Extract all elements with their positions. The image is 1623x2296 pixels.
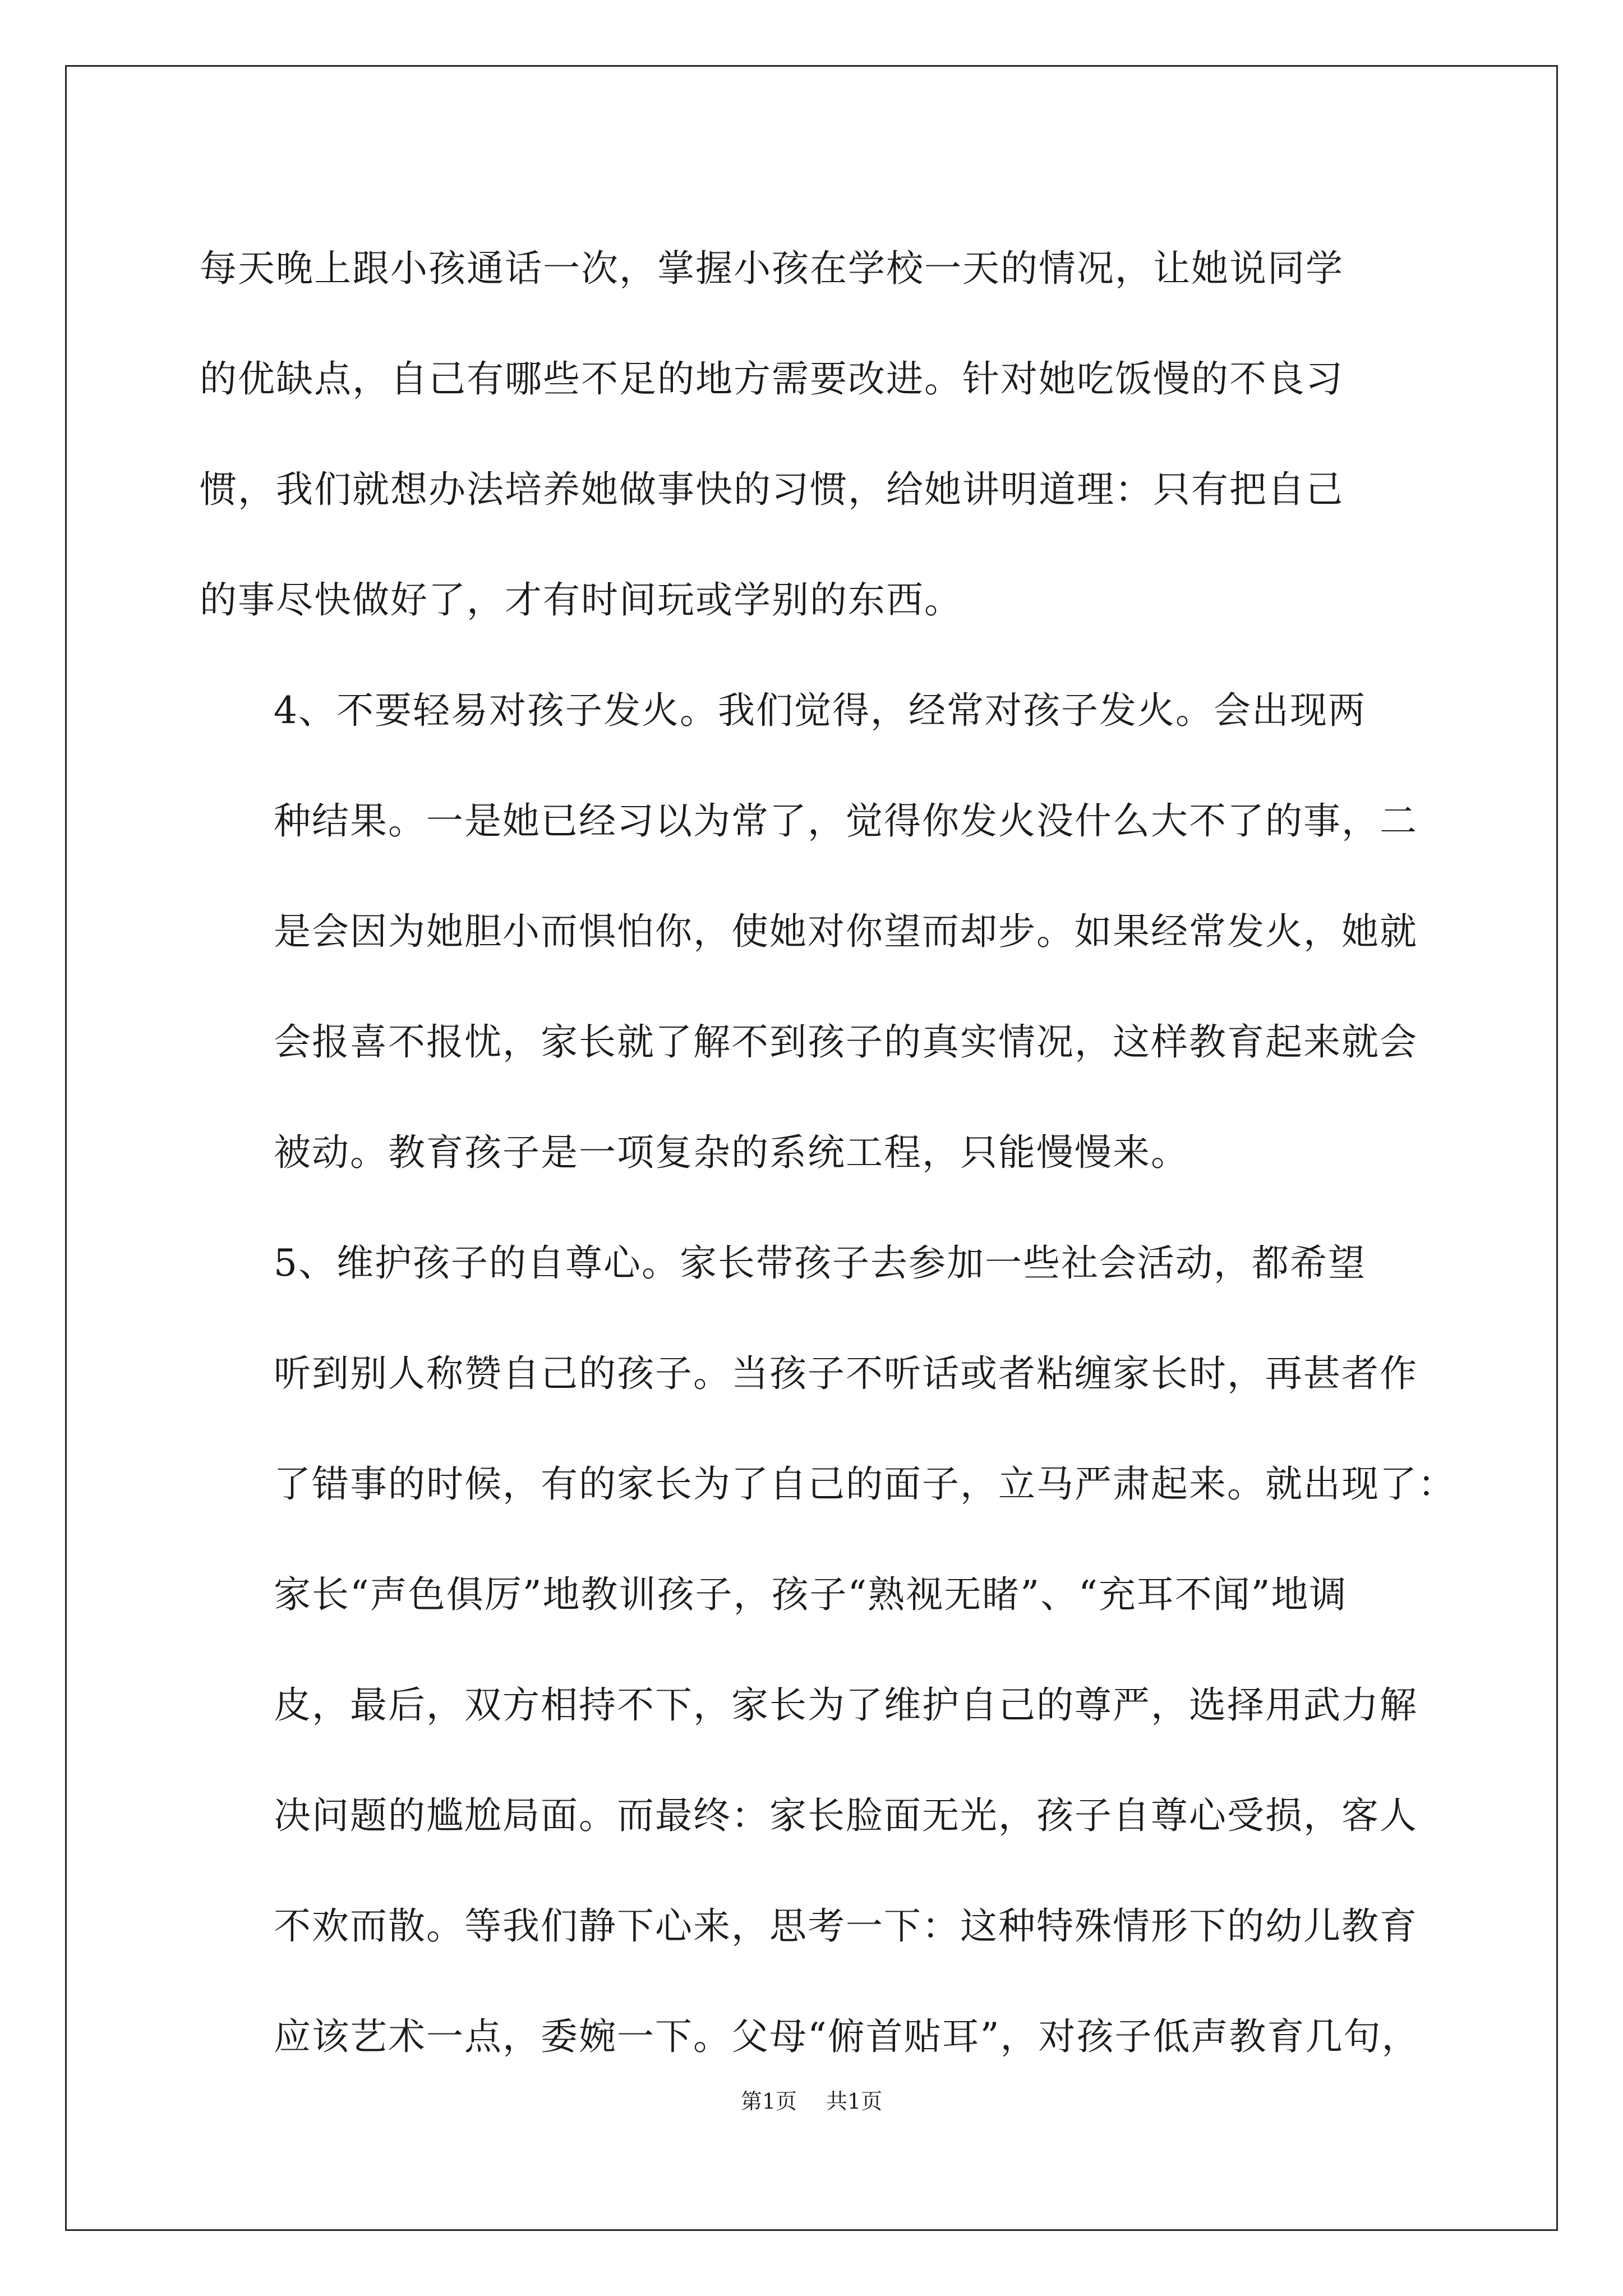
text-line: 的优缺点，自己有哪些不足的地方需要改进。针对她吃饭慢的不良习: [200, 357, 1344, 401]
text-line: 4、不要轻易对孩子发火。我们觉得，经常对孩子发火。会出现两: [274, 689, 1366, 732]
paragraph-intro: [200, 213, 1428, 655]
text-line: 决问题的尴尬局面。而最终：家长脸面无光，孩子自尊心受损，客人: [274, 1794, 1418, 1837]
text-line: 是会因为她胆小而惧怕你，使她对你望而却步。如果经常发火，她就: [274, 910, 1418, 953]
text-line: 种结果。一是她已经习以为常了，觉得你发火没什么大不了的事，二: [274, 799, 1418, 843]
page-footer: [0, 2088, 1623, 2115]
page-number: 第1页: [740, 2089, 797, 2114]
text-line: 会报喜不报忧，家长就了解不到孩子的真实情况，这样教育起来就会: [274, 1020, 1418, 1064]
paragraph-item-4: [200, 655, 1428, 1208]
text-line: 应该艺术一点，委婉一下。父母“俯首贴耳”，对孩子低声教育几句，: [274, 2015, 1420, 2058]
text-line: 惯，我们就想办法培养她做事快的习惯，给她讲明道理：只有把自己: [200, 468, 1344, 511]
text-line: 5、维护孩子的自尊心。家长带孩子去参加一些社会活动，都希望: [274, 1241, 1366, 1285]
text-line: 不欢而散。等我们静下心来，思考一下：这种特殊情形下的幼儿教育: [274, 1904, 1418, 1948]
document-body: [200, 213, 1456, 2092]
text-line: 每天晚上跟小孩通话一次，掌握小孩在学校一天的情况，让她说同学: [200, 247, 1344, 290]
paragraph-item-5: [200, 1208, 1456, 2092]
text-line: 的事尽快做好了，才有时间玩或学别的东西。: [200, 578, 962, 622]
text-line: 了错事的时候，有的家长为了自己的面子，立马严肃起来。就出现了：: [274, 1462, 1456, 1506]
page-total: 共1页: [826, 2089, 883, 2114]
text-line: 家长“声色俱厉”地教训孩子，孩子“熟视无睹”、“充耳不闻”地调: [274, 1573, 1348, 1616]
text-line: 皮，最后，双方相持不下，家长为了维护自己的尊严，选择用武力解: [274, 1683, 1418, 1727]
text-line: 听到别人称赞自己的孩子。当孩子不听话或者粘缠家长时，再甚者作: [274, 1352, 1418, 1395]
text-line: 被动。教育孩子是一项复杂的系统工程，只能慢慢来。: [274, 1131, 1189, 1174]
